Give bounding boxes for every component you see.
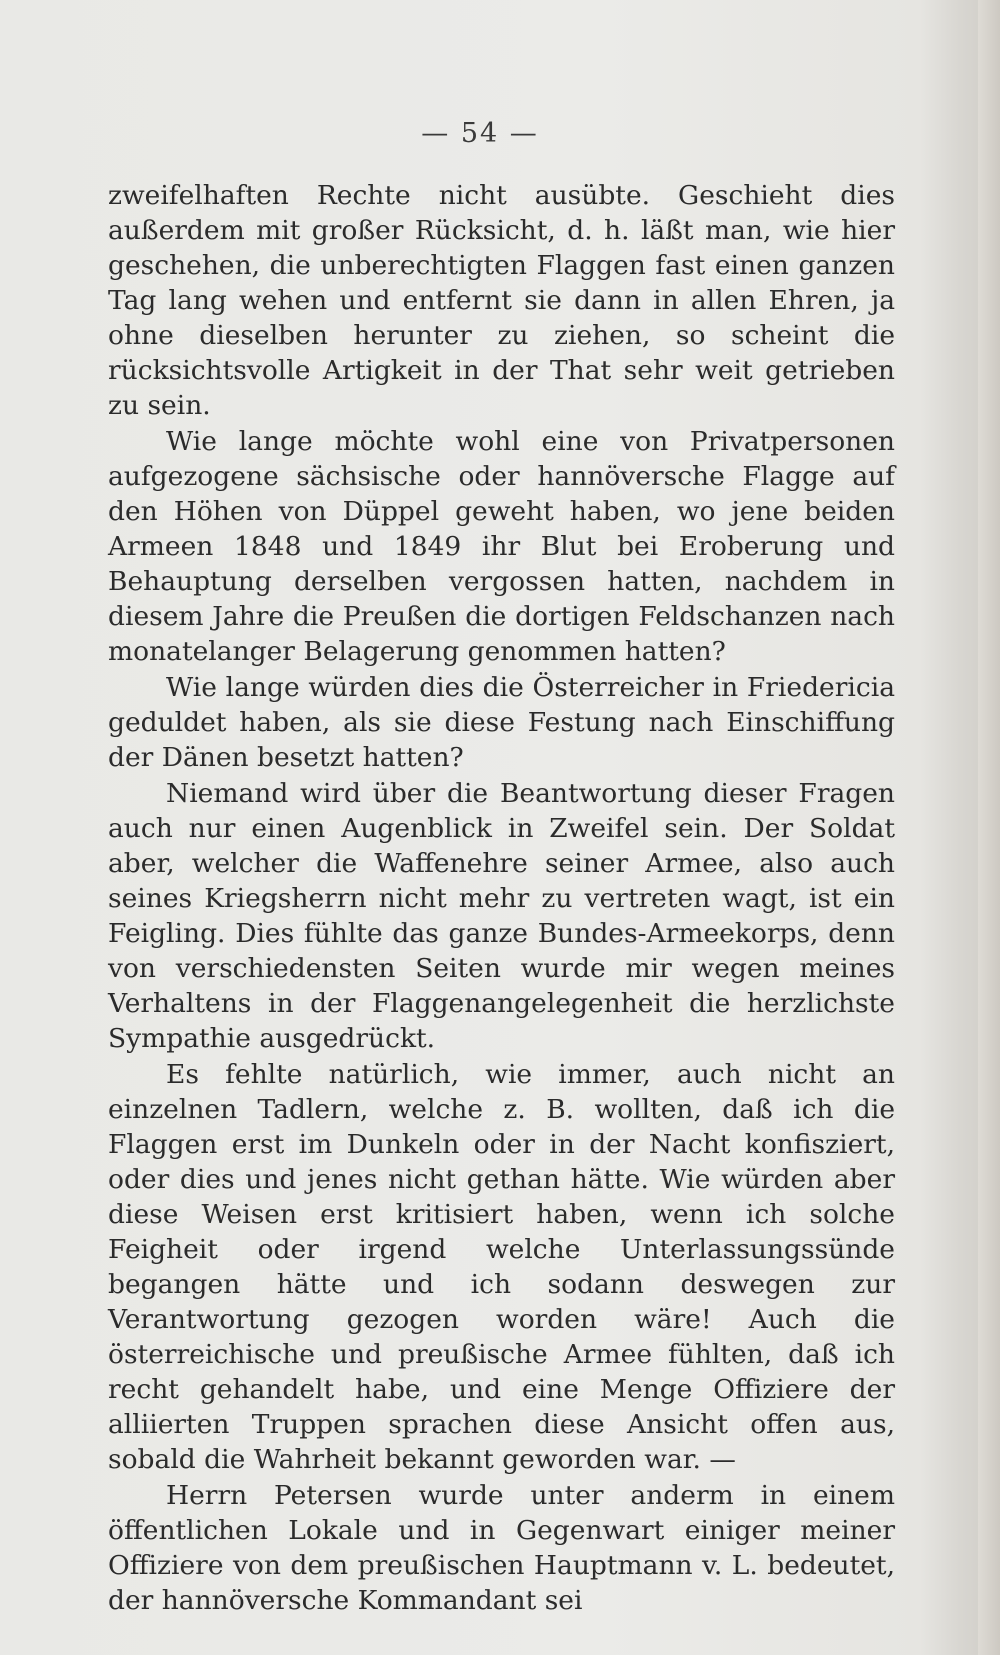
paragraph: Wie lange möchte wohl eine von Privatpersonen aufgezogene sächsische oder hannöversche Flagge auf den Höhen von Düppel geweht haben, wo jene beiden Armeen 1848 und 1849 ihr Blut bei Eroberung und Behauptung derselben vergossen hatten, nachdem in diesem Jahre die Preußen die dortigen Feldschanzen nach monatelanger Belagerung genommen hatten? (108, 426, 895, 667)
paragraph: zweifelhaften Rechte nicht ausübte. Geschieht dies außerdem mit großer Rücksicht, d. h. läßt man, wie hier geschehen, die unberechtigten Flaggen fast einen ganzen Tag lang wehen und entfernt sie dann in allen Ehren, ja ohne dieselben herunter zu ziehen, so scheint die rücksichtsvolle Artigkeit in der That sehr weit getrieben zu sein. (108, 180, 895, 421)
body-text (108, 178, 895, 1618)
paragraph: Niemand wird über die Beantwortung dieser Fragen auch nur einen Augenblick in Zweifel sein. Der Soldat aber, welcher die Waffenehre seiner Armee, also auch seines Kriegsherrn nicht mehr zu vertreten wagt, ist ein Feigling. Dies fühlte das ganze Bundes-Armeekorps, denn von verschiedensten Seiten wurde mir wegen meines Verhaltens in der Flaggenangelegenheit die herzlichste Sympathie ausgedrückt. (108, 778, 895, 1054)
page-edge-shadow (978, 0, 1000, 1655)
page-number: — 54 — (421, 118, 539, 149)
paragraph: Es fehlte natürlich, wie immer, auch nicht an einzelnen Tadlern, welche z. B. wollten, daß ich die Flaggen erst im Dunkeln oder in der Nacht konfisziert, oder dies und jenes nicht gethan hätte. Wie würden aber diese Weisen erst kritisiert haben, wenn ich solche Feigheit oder irgend welche Unterlassungssünde begangen hätte und ich sodann deswegen zur Verantwortung gezogen worden wäre! Auch die österreichische und preußische Armee fühlten, daß ich recht gehandelt habe, und eine Menge Offiziere der alliierten Truppen sprachen diese Ansicht offen aus, sobald die Wahrheit bekannt geworden war. — (108, 1059, 895, 1475)
paragraph: Herrn Petersen wurde unter anderm in einem öffentlichen Lokale und in Gegenwart einiger meiner Offiziere von dem preußischen Hauptmann v. L. bedeutet, der hannöversche Kommandant sei (108, 1480, 895, 1616)
paragraph: Wie lange würden dies die Österreicher in Friedericia geduldet haben, als sie diese Festung nach Einschiffung der Dänen besetzt hatten? (108, 672, 895, 773)
